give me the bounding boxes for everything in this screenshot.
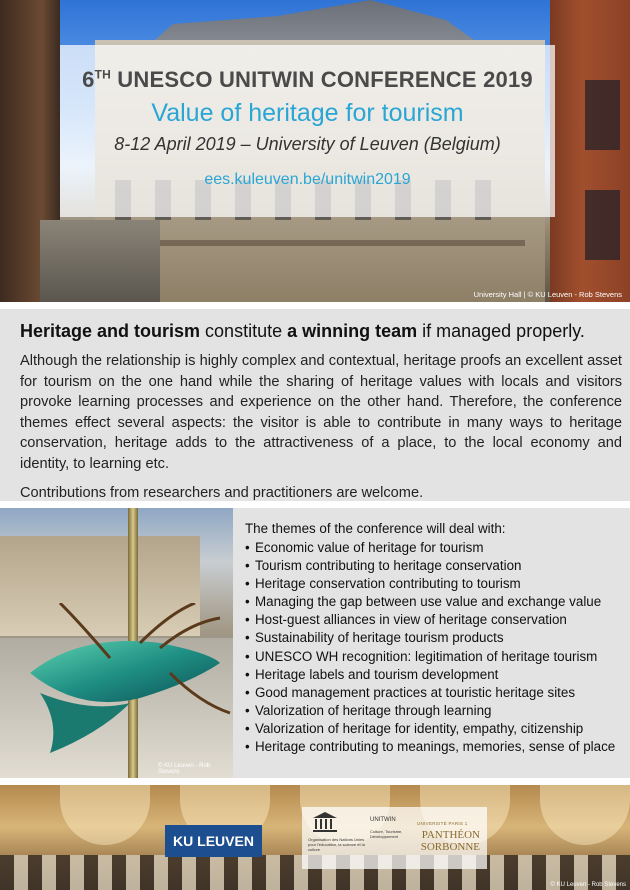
footer-banner (0, 785, 630, 890)
pantheon-sorbonne-logo: PANTHÉON SORBONNE (420, 829, 480, 853)
conference-title: 6TH UNESCO UNITWIN CONFERENCE 2019 (82, 67, 533, 92)
unesco-org-text: Organisation des Nations Unies pour l'éducation, la science et la culture (308, 837, 365, 852)
intro-section (0, 309, 630, 501)
hero-banner (0, 0, 630, 302)
conference-title-box (60, 45, 555, 217)
list-item: • Valorization of heritage for identity, empathy, citizenship (245, 720, 626, 738)
list-item: • Tourism contributing to heritage conservation (245, 557, 626, 575)
list-item: • Managing the gap between use value and exchange value (245, 593, 626, 611)
beetle-sculpture-image (0, 508, 233, 778)
list-item: • Heritage contributing to meanings, memories, sense of place (245, 738, 626, 756)
list-item: • Heritage conservation contributing to tourism (245, 575, 626, 593)
themes-section (233, 508, 630, 778)
partner-logos (302, 807, 487, 869)
themes-intro: The themes of the conference will deal with: (245, 521, 506, 536)
ku-leuven-logo: KU LEUVEN (165, 825, 262, 857)
sorbonne-university-label: UNIVERSITÉ PARIS 1 (417, 821, 468, 826)
footer-photo-credit: © KU Leuven - Rob Stevens (550, 882, 626, 888)
right-building-image (550, 0, 630, 302)
beetle-icon (20, 603, 233, 763)
conference-subtitle: Value of heritage for tourism (151, 99, 464, 127)
conference-website-link[interactable]: ees.kuleuven.be/unitwin2019 (204, 171, 411, 188)
list-item: • Good management practices at touristic heritage sites (245, 684, 626, 702)
unitwin-label: UNITWIN (370, 817, 396, 823)
list-item: • Host-guest alliances in view of heritage conservation (245, 611, 626, 629)
unesco-temple-icon (312, 811, 338, 833)
list-item: • Economic value of heritage for tourism (245, 539, 626, 557)
list-item: • Sustainability of heritage tourism products (245, 629, 626, 647)
list-item: • Heritage labels and tourism development (245, 666, 626, 684)
hero-photo-credit: University Hall | © KU Leuven - Rob Stevens (473, 290, 622, 299)
list-item: • UNESCO WH recognition: legitimation of heritage tourism (245, 648, 626, 666)
contributions-welcome-text: Contributions from researchers and practitioners are welcome. (20, 484, 424, 501)
intro-paragraph: Although the relationship is highly complex and contextual, heritage proofs an excellent asset for tourism on the one hand while the sharing of heritage values with locals and visitors provoke learning processes and experience on the other hand. Therefore, the conference themes effect several aspects: the visitor is able to contribute in many ways to heritage conservation, heritage adds to the attractiveness of a place, to the local economy and identity, to learning etc. (20, 353, 622, 472)
themes-list (245, 539, 626, 756)
conference-dates-location: 8-12 April 2019 – University of Leuven (Belgium) (114, 134, 501, 154)
unitwin-subtitle: Culture, Tourisme, Développement (370, 829, 403, 839)
street-image (40, 220, 160, 302)
intro-headline: Heritage and tourism constitute a winning team if managed properly. (20, 321, 585, 341)
list-item: • Valorization of heritage through learning (245, 702, 626, 720)
beetle-image-credit: © KU Leuven - Rob Stevens (158, 763, 211, 775)
